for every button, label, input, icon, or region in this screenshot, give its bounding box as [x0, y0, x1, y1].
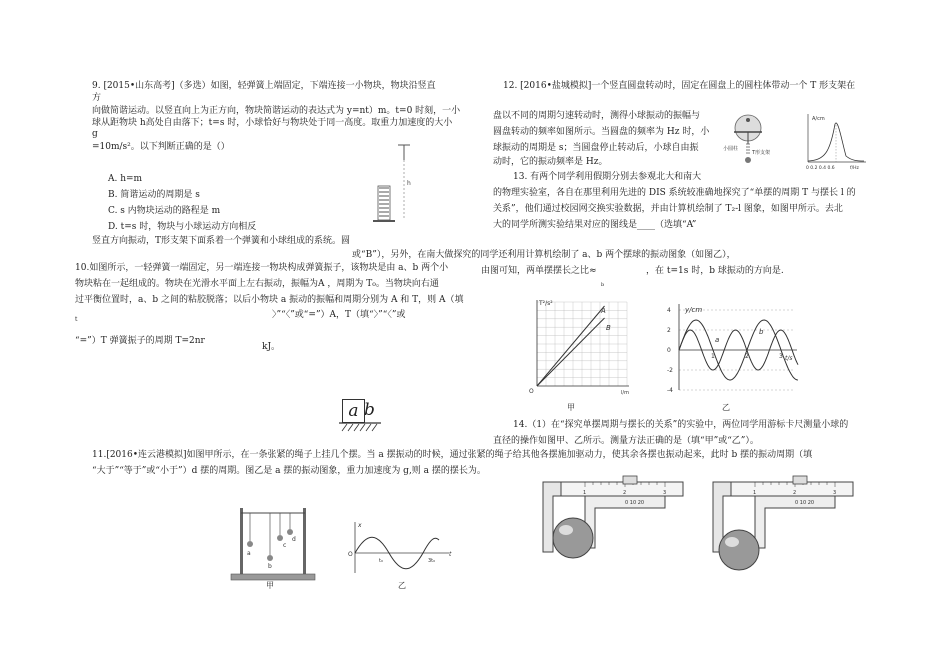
series-line-A: [537, 306, 605, 386]
q12-line1: 12. [2016•盐城模拟]一个竖直圆盘转动时，固定在圆盘上的圆柱体带动一个 T 形支架在: [503, 81, 856, 91]
q9-line5: g: [92, 129, 98, 139]
scale-1: 1: [583, 490, 587, 496]
pend-label-c: c: [283, 542, 287, 549]
q13-line5: 或“B”），另外，在南大做探究的同学还利用计算机绘制了 a、b 两个摆球的振动图象（如图乙），: [352, 250, 736, 260]
ab-block-figure: [339, 399, 381, 435]
y-t-graph: [655, 302, 805, 394]
scale-2: 2: [623, 490, 627, 496]
fig13-caption-jia: 甲: [567, 403, 575, 412]
q9-option-c: C. s 内物块运动的路程是 m: [108, 206, 221, 216]
q9-option-a: A. h=m: [108, 174, 143, 184]
q13-line3: 关系”，他们通过校园网交换实验数据，并由计算机绘制了 T₂-l 图象，如图甲所示。去北: [493, 204, 843, 214]
q9-line3: 向做简谐运动。以竖直向上为正方向，物块简谐运动的表达式为 y=nt）m。t=0 时刻，一小: [92, 106, 461, 116]
block-b: b: [364, 400, 375, 420]
q9-option-b: B. 简谐运动的周期是 s: [108, 190, 200, 200]
scale-3: 3: [663, 490, 667, 496]
y-tick-label: 2: [667, 327, 671, 334]
pendulum-c: [277, 535, 283, 541]
caliper-yi-figure: [695, 472, 855, 572]
fig11-caption-yi: 乙: [398, 581, 406, 590]
t2-axis-label: T²/s²: [539, 300, 553, 307]
pend-label-d: d: [292, 536, 296, 543]
q14-line1: 14.（1）在“探究单摆周期与摆长的关系”的实验中，两位同学用游标卡尺测量小球的: [513, 420, 849, 430]
q13-line2: 的物理实验室，各自在那里利用先进的 DIS 系统较准确地探究了“单摆的周期 T 与摆长 l 的: [493, 188, 856, 198]
a-pendulum-vibration-graph: [345, 518, 455, 578]
fig13-caption-yi: 乙: [722, 403, 730, 412]
pendulum-a: [247, 541, 253, 547]
spring-block-figure: [370, 140, 430, 235]
t2-l-graph: [525, 296, 635, 396]
series-line-B: [537, 318, 605, 386]
q10-line2: 物块粘在一起组成的。物块在光滑水平面上左右振动，振幅为A ，周期为 T₀。当物块向右通: [75, 279, 439, 289]
q9-line2: 方: [92, 93, 102, 103]
x-tick-label: 2: [745, 353, 749, 360]
vernier-0-20: 0 10 20: [795, 500, 815, 506]
q12-line4: 球振动的周期是 s；当圆盘停止转动后，小球自由振: [493, 143, 699, 153]
svg-text:x: x: [358, 522, 362, 529]
svg-text:0 0.2 0.4 0.6: 0 0.2 0.4 0.6: [806, 166, 835, 171]
svg-text:f/Hz: f/Hz: [850, 166, 859, 171]
caliper-jia-figure: [525, 472, 685, 572]
q10-line1: 10.如图所示，一轻弹簧一端固定，另一端连接一物块构成弹簧振子，该物块是由 a、b 两个小: [75, 263, 449, 273]
q10-line4: 〉”“〈”或“=”）A，T（填“〉”“〈”或: [272, 310, 406, 320]
q12-line2: 盘以不同的周期匀速转动时，测得小球振动的振幅与: [493, 111, 701, 121]
scale-2: 2: [793, 490, 797, 496]
q13-line6-mark: b: [601, 282, 605, 288]
scale-1: 1: [753, 490, 757, 496]
q9-option-d: D. t=s 时，物块与小球运动方向相反: [108, 222, 257, 232]
y-tick-label: 4: [667, 307, 671, 314]
q9-line6: =10m/s²。以下判断正确的是（）: [92, 142, 230, 152]
q13-line6-end: ，在 t=1s 时，b 球振动的方向是.: [646, 266, 784, 276]
origin-label: O: [529, 388, 534, 395]
vernier-0-20: 0 10 20: [625, 500, 645, 506]
q13-line1: 13. 有两个同学利用假期分别去参观北大和南大: [513, 172, 702, 182]
curve-a-label: a: [715, 336, 720, 344]
curve-b-label: b: [759, 328, 764, 336]
q10-line3: 过平衡位置时，a、b 之间的粘胶脱落；以后小物块 a 振动的振幅和周期分别为 A 和 T，则 A（填: [75, 295, 464, 305]
q9-line1: 9. [2015•山东高考]（多选）如图，轻弹簧上端固定，下端连接一小物块，物块沿竖直: [92, 81, 436, 91]
spring-h-label: h: [407, 180, 411, 187]
line-b-label: B: [606, 324, 611, 332]
q10-line5-end: kJ。: [262, 342, 281, 352]
q12-line5: 动时，它的振动频率是 Hz。: [493, 157, 608, 167]
q10-line4-mark: t: [75, 316, 78, 323]
svg-text:t₀: t₀: [379, 558, 383, 564]
line-a-label: A: [601, 307, 606, 315]
q9-line4: 球从距物块 h高处自由落下；t=s 时，小球恰好与物块处于同一高度。取重力加速度的大小: [92, 118, 453, 128]
q12-continuation: 竖直方向振动，T形支架下面系着一个弹簧和小球组成的系统。圆: [92, 236, 351, 246]
fig11-caption-jia: 甲: [266, 581, 274, 590]
l-axis-label: l/m: [621, 390, 629, 396]
pendulum-d: [287, 529, 293, 535]
ycm-axis-label: y/cm: [685, 306, 703, 314]
resonance-curve: [800, 112, 868, 172]
y-tick-label: -4: [667, 387, 673, 394]
y-tick-label: 0: [667, 347, 671, 354]
pendulum-b: [267, 555, 273, 561]
svg-text:3t₀: 3t₀: [428, 558, 436, 564]
disc-tframe-figure: [722, 110, 782, 182]
scale-3: 3: [833, 490, 837, 496]
svg-text:t: t: [449, 551, 452, 558]
q13-line4: 大的同学所测实验结果对应的图线是____（选填“A”: [493, 220, 697, 230]
svg-text:T形支架: T形支架: [752, 150, 771, 156]
q11-line2: “大于”“等于”或“小于”）d 摆的周期。图乙是 a 摆的振动图象，重力加速度为 g,则 a 摆的摆长为。: [92, 466, 486, 476]
pendulums-figure: [228, 505, 318, 590]
svg-text:小圆柱: 小圆柱: [723, 146, 739, 152]
q11-line1: 11.[2016•连云港模拟]如图甲所示，在一条张紧的绳子上挂几个摆。当 a 摆振动的时候，通过张紧的绳子给其他各摆施加驱动力，使其余各摆也振动起来，此时 b 摆的振动周期（填: [92, 450, 813, 460]
spring-coil: [378, 186, 390, 220]
x-tick-label: 1: [711, 353, 715, 360]
q12-line3: 圆盘转动的频率如图所示。当圆盘的频率为 Hz 时，小: [493, 127, 710, 137]
q14-line2: 直径的操作如图甲、乙所示。测量方法正确的是（填“甲”或“乙”）。: [493, 436, 759, 446]
x-tick-label: 3: [779, 353, 783, 360]
q13-line6: 由图可知，两单摆摆长之比≈: [481, 266, 597, 276]
q10-line5: “=”）T 弹簧振子的周期 T=2nr: [75, 336, 205, 346]
pend-label-a: a: [247, 550, 251, 557]
svg-text:O: O: [348, 551, 353, 558]
svg-text:A/cm: A/cm: [812, 116, 825, 122]
ts-axis-label: t/s: [785, 355, 793, 362]
block-a: a: [342, 399, 365, 423]
y-tick-label: -2: [667, 367, 673, 374]
pend-label-b: b: [268, 563, 272, 570]
